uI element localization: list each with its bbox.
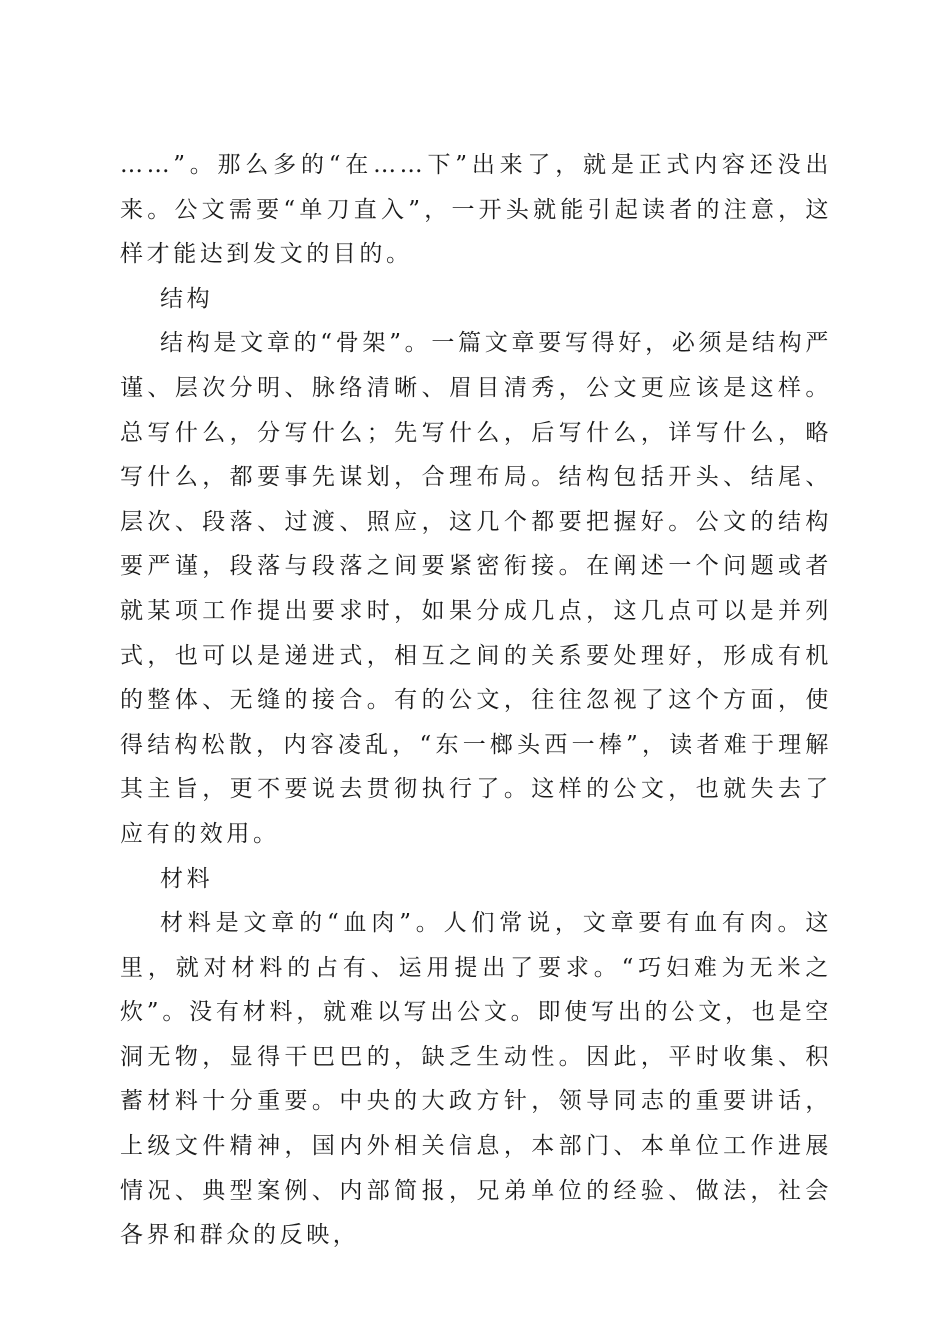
text-line: 提出要求时，如果分成几点，这几点可以是并列式，也可以是 [120,597,832,669]
text-line: 样才能达到发文的目的。 [120,241,413,268]
section-heading-material: 材料 [160,865,214,892]
text-line: 就对材料的占有、运用提出了要求。“巧妇难为无米之炊”。 [120,954,832,1026]
text-line: 段落与段落之间要紧密衔接。在阐述一个问题或者就某项工作 [120,553,832,624]
text-line: 写什么，分写什么；先写什么，后写什么，详写什么，略写什 [120,419,832,491]
text-line: 么，都要事先谋划，合理布局。结构包括开头、结尾、层次、 [120,464,833,535]
text-line: ……”。那么多的“在……下”出来了，就是正式内容还没出 [120,152,832,178]
text-line: 谨、层次分明、脉络清晰、眉目清秀，公文更应该是这样。总 [120,374,832,446]
text-line: 材料是文章的“血肉”。人们常说，文章要有血有肉。这里， [120,910,832,981]
text-line: 来。公文需要“单刀直入”，一开头就能引起读者的注意，这 [120,196,832,223]
text-line: 去贯彻执行了。这样的公文，也就失去了应有的效用。 [120,776,832,847]
text-line: 结构是文章的“骨架”。一篇文章要写得好，必须是结构严 [160,330,832,357]
text-line: 重要。中央的大政方针，领导同志的重要讲话，上级文件精神， [120,1088,832,1160]
paragraph-structure [120,321,832,856]
text-line: 国内外相关信息，本部门、本单位工作进展情况、典型案例、 [120,1133,833,1204]
document-page [120,143,832,1258]
text-line: 没有材料，就难以写出公文。即使写出的公文，也是空洞无物， [120,999,832,1070]
text-line: 接合。有的公文，往往忽视了这个方面，使得结构松散，内容 [120,687,833,758]
paragraph-material [120,901,832,1258]
text-line: 凌乱，“东一榔头西一棒”，读者难于理解其主旨，更不要说 [120,731,832,803]
paragraph-intro-continuation [120,143,832,277]
section-heading-structure: 结构 [160,285,214,312]
text-line: 递进式，相互之间的关系要处理好，形成有机的整体、无缝的 [120,642,832,714]
text-line: 段落、过渡、照应，这几个都要把握好。公文的结构要严谨， [120,508,832,580]
text-line: 内部简报，兄弟单位的经验、做法，社会各界和群众的反映， [120,1177,832,1249]
text-line: 显得干巴巴的，缺乏生动性。因此，平时收集、积蓄材料十分 [120,1043,832,1115]
